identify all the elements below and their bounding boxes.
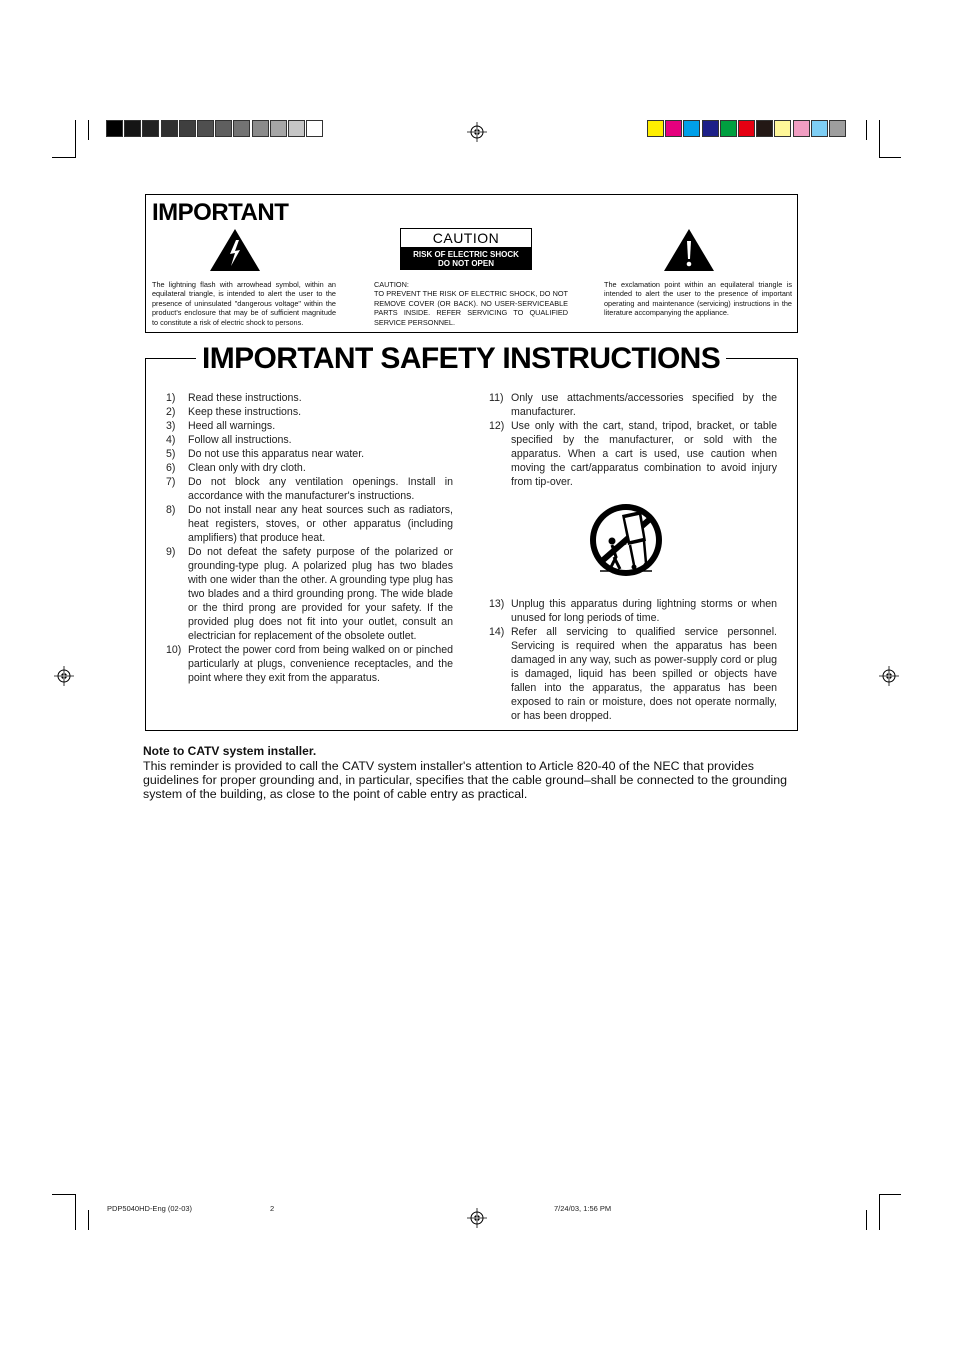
important-box bbox=[145, 194, 798, 333]
caution-word: CAUTION bbox=[401, 229, 531, 247]
color-swatch bbox=[720, 120, 737, 137]
caution-label bbox=[400, 228, 532, 270]
instruction-text: Protect the power cord from being walked on or pinched particularly at plugs, convenience receptacles, and the point where they exit from the apparatus. bbox=[188, 644, 453, 684]
instruction-item bbox=[166, 643, 453, 685]
instruction-text: Use only with the cart, stand, tripod, bracket, or table specified by the manufacturer, or sold with the apparatus. When a cart is used, use caution when moving the cart/apparatus combination to avoid injury from tip-over. bbox=[511, 420, 777, 488]
color-swatch bbox=[197, 120, 214, 137]
instruction-text: Follow all instructions. bbox=[188, 434, 292, 446]
footer-file-name: PDP5040HD-Eng (02-03) bbox=[107, 1204, 193, 1213]
instruction-number: 7) bbox=[166, 476, 176, 488]
instruction-item bbox=[489, 625, 777, 723]
color-swatch bbox=[306, 120, 323, 137]
instructions-list-b bbox=[489, 597, 777, 723]
caution-do-not-open-text: DO NOT OPEN bbox=[437, 259, 494, 268]
instruction-number: 4) bbox=[166, 434, 176, 446]
registration-mark-left bbox=[54, 666, 74, 686]
instruction-item bbox=[166, 447, 453, 461]
instruction-number: 8) bbox=[166, 504, 176, 516]
exclamation-note: The exclamation point within an equilateral triangle is intended to alert the user to the presence of important operating and maintenance (servicing) instructions in the literature accompanying the appliance. bbox=[604, 280, 792, 318]
instruction-number: 14) bbox=[489, 626, 505, 638]
color-swatch bbox=[829, 120, 846, 137]
instruction-number: 10) bbox=[166, 644, 182, 656]
instruction-text: Keep these instructions. bbox=[188, 406, 302, 418]
color-swatch bbox=[142, 120, 159, 137]
registration-mark-right bbox=[879, 666, 899, 686]
color-swatch bbox=[702, 120, 719, 137]
color-swatch bbox=[665, 120, 682, 137]
color-swatch bbox=[683, 120, 700, 137]
instruction-text: Heed all warnings. bbox=[188, 420, 276, 432]
instruction-number: 3) bbox=[166, 420, 176, 432]
instruction-item bbox=[489, 391, 777, 419]
instruction-item bbox=[166, 405, 453, 419]
color-swatch bbox=[161, 120, 178, 137]
instruction-item bbox=[489, 597, 777, 625]
instruction-item bbox=[489, 419, 777, 489]
instruction-number: 5) bbox=[166, 448, 176, 460]
caution-text: TO PREVENT THE RISK OF ELECTRIC SHOCK, DO NOT REMOVE COVER (OR BACK). NO USER-SERVICEABLE PARTS INSIDE. REFER SERVICING TO QUALIFIED SERVICE PERSONNEL. bbox=[374, 289, 568, 327]
instruction-text: Do not install near any heat sources such as radiators, heat registers, stoves, or other apparatus (including amplifiers) that produce heat. bbox=[188, 504, 453, 544]
footer-date: 7/24/03, 1:56 PM bbox=[554, 1204, 612, 1213]
color-swatch bbox=[252, 120, 269, 137]
instruction-text: Only use attachments/accessories specified by the manufacturer. bbox=[511, 392, 777, 418]
color-swatch bbox=[738, 120, 755, 137]
color-swatch bbox=[215, 120, 232, 137]
instruction-text: Clean only with dry cloth. bbox=[188, 462, 306, 474]
instruction-item bbox=[166, 545, 453, 643]
instructions-list-a bbox=[489, 391, 777, 489]
registration-mark-bottom bbox=[467, 1208, 487, 1228]
caution-note bbox=[374, 280, 568, 327]
instruction-item bbox=[166, 433, 453, 447]
instruction-item bbox=[166, 461, 453, 475]
color-swatch bbox=[774, 120, 791, 137]
color-swatch bbox=[124, 120, 141, 137]
color-swatch bbox=[106, 120, 123, 137]
instructions-right-column bbox=[489, 391, 777, 723]
instruction-text: Refer all servicing to qualified service personnel. Servicing is required when the apparatus has been damaged in any way, such as power-supply cord or plug is damaged, liquid has been spilled or objects have fallen into the apparatus, the apparatus has been exposed to rain or moisture, does not operate normally, or has been dropped. bbox=[511, 626, 777, 722]
color-swatch bbox=[756, 120, 773, 137]
note-body: This reminder is provided to call the CATV system installer's attention to Article 820-40 of the NEC that provides guidelines for proper grounding and, in particular, specifies that the cable ground–shall be connected to the grounding system of the building, as close to the point of cable entry as practical. bbox=[143, 759, 788, 802]
color-swatch bbox=[647, 120, 664, 137]
safety-title: IMPORTANT SAFETY INSTRUCTIONS bbox=[196, 341, 726, 377]
lightning-note: The lightning flash with arrowhead symbol, within an equilateral triangle, is intended to alert the user to the presence of uninsulated "dangerous voltage" within the product's enclosure that may be of sufficient magnitude to constitute a risk of electric shock to persons. bbox=[152, 280, 336, 327]
instruction-number: 1) bbox=[166, 392, 176, 404]
instruction-number: 2) bbox=[166, 406, 176, 418]
footer-page-number: 2 bbox=[270, 1204, 275, 1213]
caution-heading: CAUTION: bbox=[374, 280, 409, 289]
color-swatch bbox=[233, 120, 250, 137]
instruction-item bbox=[166, 503, 453, 545]
instruction-number: 11) bbox=[489, 392, 504, 404]
cart-tipover-warning-icon bbox=[586, 501, 666, 579]
instruction-text: Unplug this apparatus during lightning storms or when unused for long periods of time. bbox=[511, 598, 777, 624]
instruction-text: Do not block any ventilation openings. Install in accordance with the manufacturer's instructions. bbox=[188, 476, 453, 502]
instruction-number: 13) bbox=[489, 598, 505, 610]
color-swatch bbox=[793, 120, 810, 137]
instruction-number: 12) bbox=[489, 420, 505, 432]
instruction-text: Do not defeat the safety purpose of the polarized or grounding-type plug. A polarized plug has two blades with one wider than the other. A grounding type plug has two blades and a third grounding prong. The wide blade or the third prong are provided for your safety. If the provided plug does not fit into your outlet, consult an electrician for replacement of the obsolete outlet. bbox=[188, 546, 453, 642]
instruction-number: 6) bbox=[166, 462, 176, 474]
instruction-text: Do not use this apparatus near water. bbox=[188, 448, 365, 460]
color-swatch bbox=[811, 120, 828, 137]
exclamation-warning-icon bbox=[663, 228, 715, 272]
instruction-number: 9) bbox=[166, 546, 176, 558]
registration-mark-top bbox=[467, 122, 487, 142]
lightning-warning-icon bbox=[209, 228, 261, 272]
color-swatch bbox=[288, 120, 305, 137]
instruction-item bbox=[166, 391, 453, 405]
color-swatch bbox=[270, 120, 287, 137]
safety-instructions-box bbox=[145, 342, 798, 731]
note-heading: Note to CATV system installer. bbox=[143, 744, 317, 758]
instruction-item bbox=[166, 475, 453, 503]
caution-risk-text: RISK OF ELECTRIC SHOCK bbox=[413, 250, 519, 259]
instruction-item bbox=[166, 419, 453, 433]
instruction-text: Read these instructions. bbox=[188, 392, 302, 404]
important-title: IMPORTANT bbox=[152, 199, 289, 226]
instructions-left-column bbox=[166, 391, 453, 685]
color-swatch bbox=[179, 120, 196, 137]
